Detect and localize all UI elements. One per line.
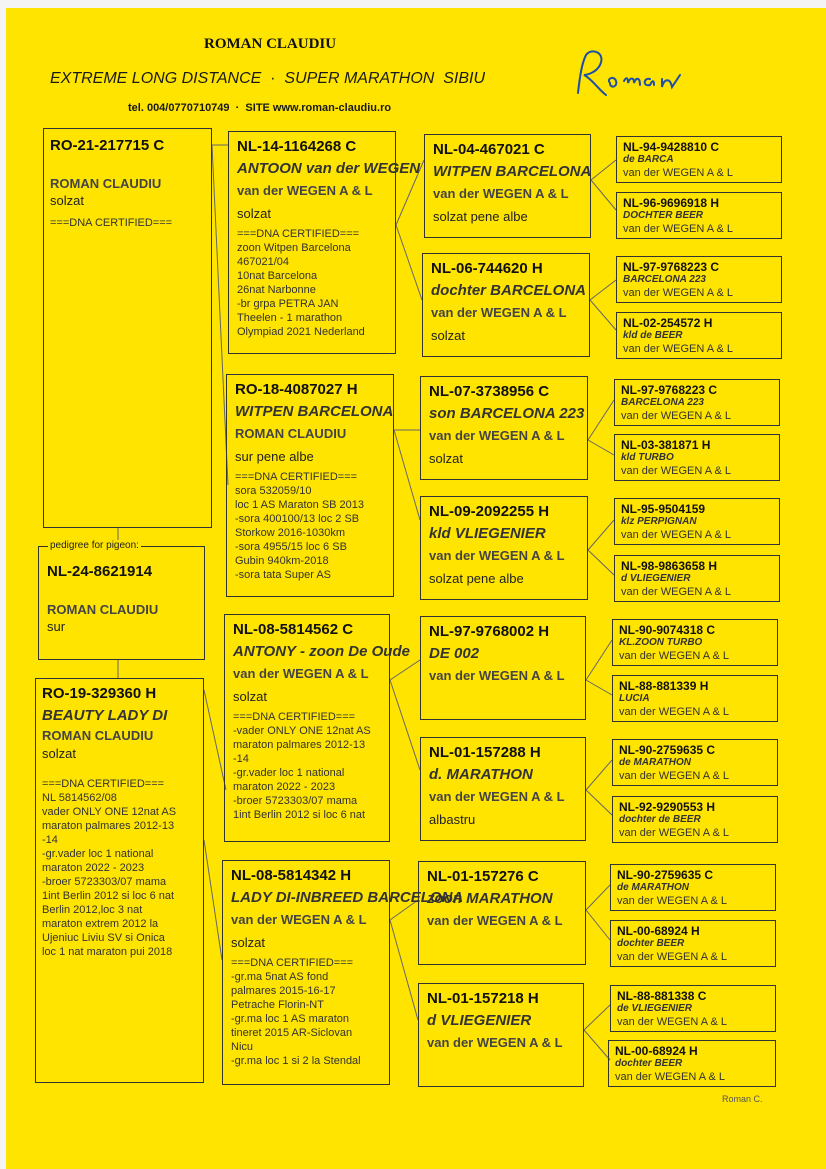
gen4-box[interactable]	[616, 192, 782, 239]
gen4-name: BARCELONA 223	[621, 397, 704, 408]
gen4-name: KL.ZOON TURBO	[619, 637, 703, 648]
gen4-name: BARCELONA 223	[623, 274, 706, 285]
gen3-color: solzat pene albe	[433, 209, 528, 224]
sire-breeder: ROMAN CLAUDIU	[50, 176, 162, 191]
gen4-box[interactable]	[614, 434, 780, 481]
gen4-breeder: van der WEGEN A & L	[619, 827, 730, 839]
dam-box[interactable]	[35, 678, 204, 1083]
gen4-name: dochter BEER	[617, 938, 685, 949]
dam-breeder: ROMAN CLAUDIU	[42, 728, 154, 743]
gen4-ring: NL-95-9504159	[621, 502, 706, 516]
gen4-breeder: van der WEGEN A & L	[617, 1016, 728, 1028]
gen2-color: solzat	[237, 206, 271, 221]
gen4-name: de MARATHON	[617, 882, 690, 893]
gen3-color: solzat	[429, 451, 463, 466]
gen2-box[interactable]	[222, 860, 464, 1085]
gen2-name: WITPEN BARCELONA	[235, 403, 394, 420]
gen4-breeder: van der WEGEN A & L	[621, 586, 732, 598]
gen4-box[interactable]	[614, 498, 780, 545]
gen2-box[interactable]	[228, 131, 421, 354]
gen4-box[interactable]	[612, 796, 778, 843]
gen4-box[interactable]	[610, 920, 776, 967]
gen3-ring: NL-06-744620 H	[431, 260, 543, 277]
subject-box[interactable]	[38, 546, 205, 660]
gen3-breeder: van der WEGEN A & L	[429, 548, 565, 563]
gen4-name: dochter BEER	[615, 1058, 683, 1069]
gen3-ring: NL-01-157218 H	[427, 990, 539, 1007]
gen2-name: ANTONY - zoon De Oude	[233, 643, 410, 660]
gen4-breeder: van der WEGEN A & L	[617, 895, 728, 907]
dam-ring: RO-19-329360 H	[42, 685, 157, 702]
handwritten-signature	[570, 45, 690, 105]
gen3-name: son BARCELONA 223	[429, 405, 585, 422]
gen4-ring: NL-92-9290553 H	[619, 800, 716, 814]
gen2-notes: ===DNA CERTIFIED=== -gr.ma 5nat AS fond palmares 2015-16-17 Petrache Florin-NT -gr.ma loc 1 AS maraton tineret 2015 AR-Siclovan Nicu -gr.ma loc 1 si 2 la Stendal	[231, 957, 361, 1067]
gen4-box[interactable]	[612, 739, 778, 786]
gen2-notes: ===DNA CERTIFIED=== sora 532059/10 loc 1 AS Maraton SB 2013 -sora 400100/13 loc 2 SB Storkow 2016-1030km -sora 4955/15 loc 6 SB Gubin 940km-2018 -sora tata Super AS	[235, 471, 365, 581]
gen3-ring: NL-01-157276 C	[427, 868, 539, 885]
dam-name: BEAUTY LADY DI	[42, 707, 168, 724]
subject-caption: pedigree for pigeon:	[50, 540, 139, 551]
dam-color: solzat	[42, 746, 76, 761]
gen4-breeder: van der WEGEN A & L	[623, 223, 734, 235]
subject-breeder: ROMAN CLAUDIU	[47, 602, 159, 617]
gen2-name: LADY DI-INBREED BARCELONA	[231, 889, 464, 906]
gen4-name: dochter de BEER	[619, 814, 701, 825]
gen2-ring: RO-18-4087027 H	[235, 381, 358, 398]
gen3-ring: NL-01-157288 H	[429, 744, 541, 761]
header-contact: tel. 004/0770710749 · SITE www.roman-claudiu.ro	[128, 102, 392, 114]
gen4-box[interactable]	[614, 555, 780, 602]
gen4-name: kld TURBO	[621, 452, 674, 463]
gen4-breeder: van der WEGEN A & L	[619, 770, 730, 782]
gen2-color: solzat	[233, 689, 267, 704]
gen2-ring: NL-08-5814342 H	[231, 867, 352, 884]
gen4-ring: NL-90-2759635 C	[619, 743, 716, 757]
sire-color: solzat	[50, 193, 84, 208]
gen4-breeder: van der WEGEN A & L	[621, 529, 732, 541]
gen3-color: albastru	[429, 812, 476, 827]
gen4-name: de BARCA	[623, 154, 674, 165]
subject-ring: NL-24-8621914	[47, 563, 153, 580]
gen3-breeder: van der WEGEN A & L	[429, 428, 565, 443]
gen3-box[interactable]	[420, 496, 588, 600]
gen4-box[interactable]	[614, 379, 780, 426]
gen3-color: solzat	[431, 328, 465, 343]
gen4-name: d VLIEGENIER	[621, 573, 691, 584]
gen4-name: de VLIEGENIER	[617, 1003, 693, 1014]
gen3-name: zoon MARATHON	[427, 890, 553, 907]
gen3-box[interactable]	[418, 861, 586, 965]
gen2-box[interactable]	[224, 614, 410, 842]
gen4-box[interactable]	[608, 1040, 776, 1087]
gen3-color: solzat pene albe	[429, 571, 524, 586]
gen3-breeder: van der WEGEN A & L	[429, 668, 565, 683]
gen3-ring: NL-97-9768002 H	[429, 623, 550, 640]
gen2-color: sur pene albe	[235, 449, 314, 464]
dam-notes: ===DNA CERTIFIED=== NL 5814562/08 vader ONLY ONE 12nat AS maraton palmares 2012-13 -14 -gr.vader loc 1 national maraton 2022 - 2023 -broer 5723303/07 mama 1int Berlin 2012 si loc 6 nat Berlin 2012,loc 3 nat maraton extrem 2012 la Ujeniuc Liviu SV si Onica loc 1 nat maraton pui 2018	[42, 778, 177, 958]
sire-ring: RO-21-217715 C	[50, 137, 165, 154]
gen4-name: DOCHTER BEER	[623, 210, 704, 221]
gen4-box[interactable]	[612, 675, 778, 722]
gen3-breeder: van der WEGEN A & L	[427, 1035, 563, 1050]
gen2-breeder: van der WEGEN A & L	[231, 912, 367, 927]
gen4-ring: NL-97-9768223 C	[623, 260, 720, 274]
gen4-breeder: van der WEGEN A & L	[619, 650, 730, 662]
gen4-breeder: van der WEGEN A & L	[623, 287, 734, 299]
gen4-breeder: van der WEGEN A & L	[623, 343, 734, 355]
gen3-box[interactable]	[420, 616, 586, 720]
gen4-box[interactable]	[616, 312, 782, 359]
gen3-box[interactable]	[424, 134, 591, 238]
gen3-name: WITPEN BARCELONA	[433, 163, 592, 180]
gen3-box[interactable]	[422, 253, 590, 357]
gen4-breeder: van der WEGEN A & L	[617, 951, 728, 963]
gen4-ring: NL-00-68924 H	[615, 1044, 698, 1058]
gen3-breeder: van der WEGEN A & L	[433, 186, 569, 201]
gen4-breeder: van der WEGEN A & L	[623, 167, 734, 179]
gen4-ring: NL-90-9074318 C	[619, 623, 716, 637]
gen3-name: d. MARATHON	[429, 766, 533, 783]
gen4-ring: NL-97-9768223 C	[621, 383, 718, 397]
gen2-breeder: ROMAN CLAUDIU	[235, 426, 347, 441]
gen4-ring: NL-94-9428810 C	[623, 140, 720, 154]
gen4-name: LUCIA	[619, 693, 650, 704]
gen2-notes: ===DNA CERTIFIED=== zoon Witpen Barcelona 467021/04 10nat Barcelona 26nat Narbonne -br grpa PETRA JAN Theelen - 1 marathon Olympiad 2021 Nederland	[237, 228, 365, 338]
gen4-breeder: van der WEGEN A & L	[621, 465, 732, 477]
footer-mark: Roman C.	[722, 1094, 763, 1104]
gen4-breeder: van der WEGEN A & L	[619, 706, 730, 718]
gen3-breeder: van der WEGEN A & L	[427, 913, 563, 928]
gen4-box[interactable]	[612, 619, 778, 666]
gen2-notes: ===DNA CERTIFIED=== -vader ONLY ONE 12nat AS maraton palmares 2012-13 -14 -gr.vader loc 1 national maraton 2022 - 2023 -broer 5723303/07 mama 1int Berlin 2012 si loc 6 nat	[233, 711, 371, 821]
gen4-breeder: van der WEGEN A & L	[621, 410, 732, 422]
gen3-name: d VLIEGENIER	[427, 1012, 532, 1029]
gen3-name: kld VLIEGENIER	[429, 525, 546, 542]
gen3-breeder: van der WEGEN A & L	[429, 789, 565, 804]
gen3-name: DE 002	[429, 645, 480, 662]
gen4-box[interactable]	[610, 864, 776, 911]
gen4-box[interactable]	[610, 985, 776, 1032]
gen4-ring: NL-90-2759635 C	[617, 868, 714, 882]
gen3-breeder: van der WEGEN A & L	[431, 305, 567, 320]
sire-notes: ===DNA CERTIFIED===	[50, 217, 173, 229]
gen3-ring: NL-09-2092255 H	[429, 503, 550, 520]
gen3-ring: NL-07-3738956 C	[429, 383, 550, 400]
gen3-box[interactable]	[420, 376, 588, 480]
gen4-ring: NL-98-9863658 H	[621, 559, 718, 573]
owner-name: ROMAN CLAUDIU	[204, 36, 337, 52]
subject-color: sur	[47, 619, 66, 634]
gen4-box[interactable]	[616, 256, 782, 303]
gen3-ring: NL-04-467021 C	[433, 141, 545, 158]
gen2-color: solzat	[231, 935, 265, 950]
gen4-name: kld de BEER	[623, 330, 683, 341]
gen2-breeder: van der WEGEN A & L	[237, 183, 373, 198]
gen2-ring: NL-08-5814562 C	[233, 621, 354, 638]
gen4-breeder: van der WEGEN A & L	[615, 1071, 726, 1083]
gen3-box[interactable]	[418, 983, 584, 1087]
gen4-box[interactable]	[616, 136, 782, 183]
gen4-ring: NL-02-254572 H	[623, 316, 713, 330]
gen4-name: klz PERPIGNAN	[621, 516, 697, 527]
gen3-name: dochter BARCELONA	[431, 282, 587, 299]
gen4-ring: NL-00-68924 H	[617, 924, 700, 938]
gen4-ring: NL-88-881338 C	[617, 989, 707, 1003]
gen4-ring: NL-03-381871 H	[621, 438, 711, 452]
header-subtitle: EXTREME LONG DISTANCE · SUPER MARATHON SIBIU	[50, 70, 486, 87]
gen4-ring: NL-96-9696918 H	[623, 196, 720, 210]
gen2-name: ANTOON van der WEGEN	[237, 160, 421, 177]
gen2-ring: NL-14-1164268 C	[237, 138, 357, 155]
gen2-box[interactable]	[226, 374, 394, 597]
gen2-breeder: van der WEGEN A & L	[233, 666, 369, 681]
gen4-ring: NL-88-881339 H	[619, 679, 709, 693]
gen3-box[interactable]	[420, 737, 586, 841]
sire-box[interactable]	[43, 128, 212, 528]
gen4-name: de MARATHON	[619, 757, 692, 768]
